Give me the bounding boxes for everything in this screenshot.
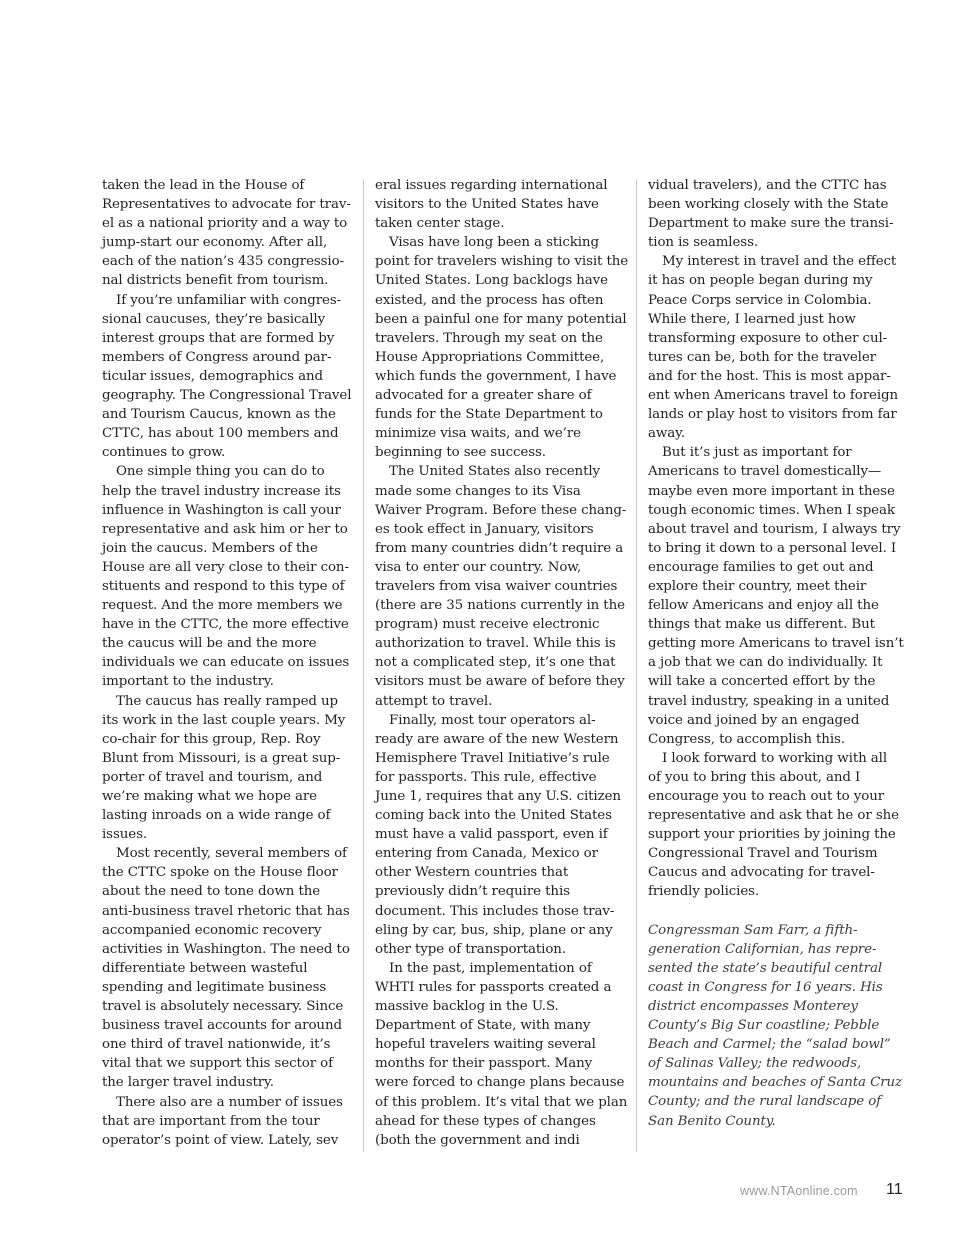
article-column-2 bbox=[375, 176, 629, 1150]
author-bio: Congressman Sam Farr, a fifth-generation Californian, has represented the state’s beautiful central coast in Congress for 16 years. His district encompasses Monterey County’s Big Sur coastline; Pebble Beach and Carmel; the “salad bowl” of Salinas Valley; the redwoods, mountains and beaches of Santa Cruz County; and the rural landscape of San Benito County. bbox=[648, 922, 903, 1129]
column-divider bbox=[363, 180, 364, 1152]
footer-website-link[interactable]: www.NTAonline.com bbox=[740, 1184, 858, 1198]
article-column-1 bbox=[102, 176, 354, 1150]
paragraph: In the past, implementation of WHTI rules for passports created a massive backlog in the U.S. Department of State, with many hopeful travelers waiting several months for their passport. Many were forced to change plans because of this problem. It’s vital that we plan ahead for these types of changes (both the government and indi bbox=[375, 960, 628, 1148]
paragraph: My interest in travel and the effect it has on people began during my Peace Corps service in Colombia. While there, I learned just how transforming exposure to other cultures can be, both for the traveler and for the host. This is most apparent when Americans travel to foreign lands or play host to visitors from far away. bbox=[648, 254, 899, 442]
paragraph: I look forward to working with all of you to bring this about, and I encourage you to reach out to your representative and ask that he or she support your priorities by joining the Congressional Travel and Tourism Caucus and advocating for travel-friendly policies. bbox=[648, 750, 899, 900]
paragraph: If you’re unfamiliar with congressional caucuses, they’re basically interest groups that are formed by members of Congress around particular issues, demographics and geography. The Congressional Travel and Tourism Caucus, known as the CTTC, has about 100 members and continues to grow. bbox=[102, 292, 352, 461]
paragraph: The caucus has really ramped up its work in the last couple years. My co-chair for this group, Rep. Roy Blunt from Missouri, is a great supporter of travel and tourism, and we’re making what we hope are lasting inroads on a wide range of issues. bbox=[102, 693, 346, 843]
paragraph: One simple thing you can do to help the travel industry increase its influence in Washington is call your representative and ask him or her to join the caucus. Members of the House are all very close to their constituents and respond to this type of request. And the more members we have in the CTTC, the more effective the caucus will be and the more individuals we can educate on issues important to the industry. bbox=[102, 464, 350, 690]
paragraph: But it’s just as important for Americans to travel domestically— maybe even more important in these tough economic times. When I speak about travel and tourism, I always try to bring it down to a personal level. I encourage families to get out and explore their country, meet their fellow Americans and enjoy all the things that make us different. But getting more Americans to travel isn’t a job that we can do individually. It will take a concerted effort by the travel industry, speaking in a united voice and joined by an engaged Congress, to accomplish this. bbox=[648, 445, 904, 747]
paragraph: taken the lead in the House of Representatives to advocate for travel as a national priority and a way to jump-start our economy. After all, each of the nation’s 435 congressional districts benefit from tourism. bbox=[102, 178, 351, 289]
paragraph: Visas have long been a sticking point for travelers wishing to visit the United States. Long backlogs have existed, and the process has often been a painful one for many potential travelers. Through my seat on the House Appropriations Committee, which funds the government, I have advocated for a greater share of funds for the State Department to minimize visa waits, and we’re beginning to see success. bbox=[375, 235, 629, 461]
article-column-3 bbox=[648, 176, 904, 1131]
paragraph: vidual travelers), and the CTTC has been working closely with the State Department to make sure the transition is seamless. bbox=[648, 178, 894, 251]
paragraph: The United States also recently made some changes to its Visa Waiver Program. Before these changes took effect in January, visitors from many countries didn’t require a visa to enter our country. Now, travelers from visa waiver countries (there are 35 nations currently in the program) must receive electronic authorization to travel. While this is not a complicated step, it’s one that visitors must be aware of before they attempt to travel. bbox=[375, 464, 627, 709]
page-number: 11 bbox=[886, 1181, 903, 1198]
column-divider bbox=[636, 180, 637, 1152]
paragraph: Most recently, several members of the CTTC spoke on the House floor about the need to tone down the anti-business travel rhetoric that has accompanied economic recovery activities in Washington. The need to differentiate between wasteful spending and legitimate business travel is absolutely necessary. Since business travel accounts for around one third of travel nationwide, it’s vital that we support this sector of the larger travel industry. bbox=[102, 846, 350, 1091]
paragraph: eral issues regarding international visitors to the United States have taken center stage. bbox=[375, 178, 608, 232]
paragraph: Finally, most tour operators already are aware of the new Western Hemisphere Travel Initiative’s rule for passports. This rule, effective June 1, requires that any U.S. citizen coming back into the United States must have a valid passport, even if entering from Canada, Mexico or other Western countries that previously didn’t require this document. This includes those traveling by car, bus, ship, plane or any other type of transportation. bbox=[375, 712, 621, 957]
paragraph: There also are a number of issues that are important from the tour operator’s point of view. Lately, sev bbox=[102, 1094, 343, 1148]
